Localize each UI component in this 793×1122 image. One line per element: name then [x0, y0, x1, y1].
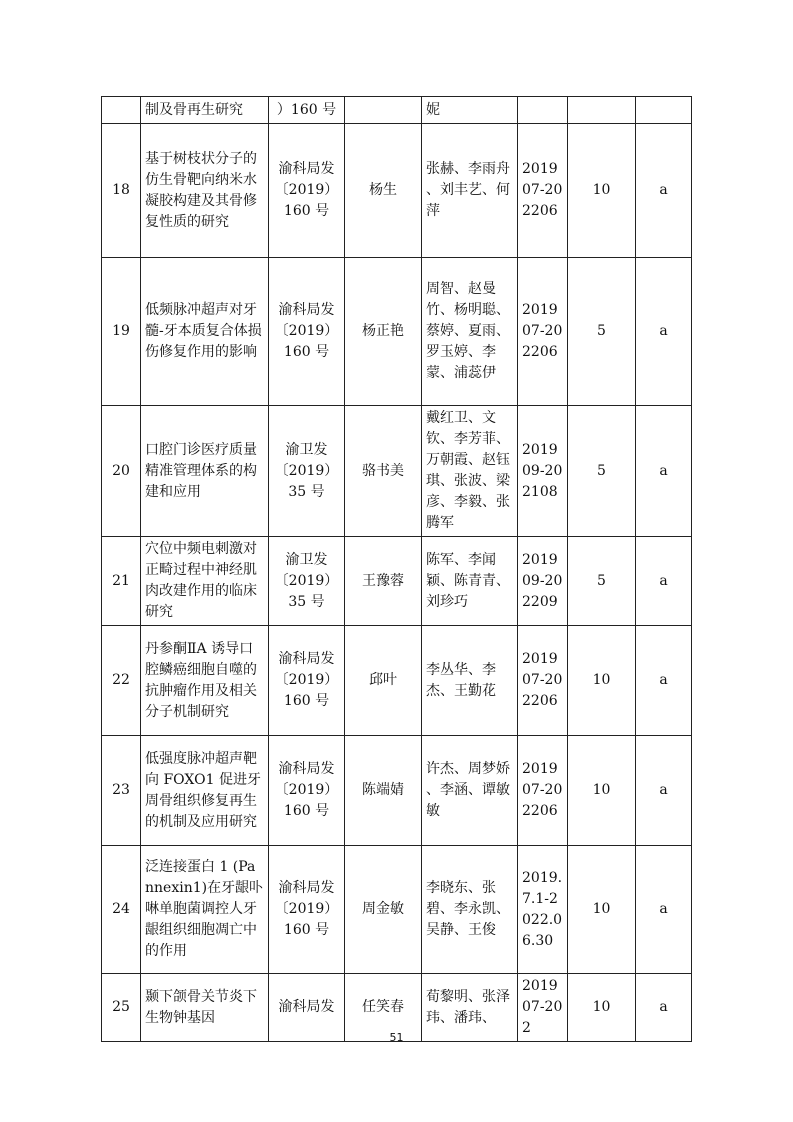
project-leader: 骆书美 [345, 406, 422, 537]
team-members: 李晓东、张碧、李永凯、吴静、王俊 [422, 846, 518, 974]
table-row [102, 626, 692, 736]
project-title: 低强度脉冲超声靶向 FOXO1 促进牙周骨组织修复再生的机制及应用研究 [141, 736, 269, 846]
funding-amount: 5 [568, 406, 636, 537]
project-leader: 杨正艳 [345, 258, 422, 406]
table-row [102, 537, 692, 626]
table-row [102, 406, 692, 537]
project-title: 制及骨再生研究 [141, 97, 269, 124]
row-number: 22 [102, 626, 141, 736]
team-members: 李丛华、李杰、王勤花 [422, 626, 518, 736]
rating [636, 97, 692, 124]
project-period: 201907-202206 [518, 626, 568, 736]
funding-amount: 10 [568, 974, 636, 1042]
table-row [102, 846, 692, 974]
project-period: 201907-202206 [518, 258, 568, 406]
project-title: 丹参酮ⅡA 诱导口腔鳞癌细胞自噬的抗肿瘤作用及相关分子机制研究 [141, 626, 269, 736]
approval-document: ）160 号 [269, 97, 345, 124]
project-leader: 邱叶 [345, 626, 422, 736]
row-number: 23 [102, 736, 141, 846]
rating: a [636, 736, 692, 846]
team-members: 荀黎明、张泽玮、潘玮、 [422, 974, 518, 1042]
project-leader: 陈端婧 [345, 736, 422, 846]
project-title: 低频脉冲超声对牙髓-牙本质复合体损伤修复作用的影响 [141, 258, 269, 406]
project-period: 201909-202209 [518, 537, 568, 626]
row-number: 25 [102, 974, 141, 1042]
project-title: 基于树枝状分子的仿生骨靶向纳米水凝胶构建及其骨修复性质的研究 [141, 124, 269, 258]
rating: a [636, 406, 692, 537]
table-row [102, 97, 692, 124]
table-row [102, 124, 692, 258]
team-members: 妮 [422, 97, 518, 124]
approval-document: 渝科局发〔2019）160 号 [269, 846, 345, 974]
rating: a [636, 124, 692, 258]
team-members: 张赫、李雨舟 、刘丰艺、何萍 [422, 124, 518, 258]
funding-amount: 10 [568, 846, 636, 974]
team-members: 陈军、李闻颖、陈青青、刘珍巧 [422, 537, 518, 626]
project-period: 201907-202206 [518, 124, 568, 258]
project-leader: 任笑春 [345, 974, 422, 1042]
project-leader: 王豫蓉 [345, 537, 422, 626]
page-number: 51 [389, 1031, 404, 1044]
row-number [102, 97, 141, 124]
approval-document: 渝卫发〔2019）35 号 [269, 406, 345, 537]
approval-document: 渝科局发〔2019）160 号 [269, 626, 345, 736]
row-number: 24 [102, 846, 141, 974]
project-period: 201909-202108 [518, 406, 568, 537]
approval-document: 渝科局发〔2019）160 号 [269, 736, 345, 846]
project-leader [345, 97, 422, 124]
funding-amount: 10 [568, 626, 636, 736]
project-period: 2019.7.1-2022.06.30 [518, 846, 568, 974]
team-members: 戴红卫、文钦、李芳菲、万朝霞、赵钰琪、张波、梁彦、李毅、张腾军 [422, 406, 518, 537]
table-row [102, 736, 692, 846]
approval-document: 渝科局发〔2019）160 号 [269, 124, 345, 258]
project-period [518, 97, 568, 124]
funding-amount: 5 [568, 537, 636, 626]
funding-amount: 10 [568, 736, 636, 846]
project-leader: 杨生 [345, 124, 422, 258]
row-number: 21 [102, 537, 141, 626]
approval-document: 渝科局发〔2019）160 号 [269, 258, 345, 406]
approval-document: 渝卫发〔2019）35 号 [269, 537, 345, 626]
project-period: 201907-202206 [518, 736, 568, 846]
funding-amount: 10 [568, 124, 636, 258]
rating: a [636, 974, 692, 1042]
rating: a [636, 846, 692, 974]
rating: a [636, 626, 692, 736]
row-number: 18 [102, 124, 141, 258]
approval-document: 渝科局发 [269, 974, 345, 1042]
team-members: 许杰、周梦娇 、李涵、谭敏敏 [422, 736, 518, 846]
rating: a [636, 537, 692, 626]
rating: a [636, 258, 692, 406]
table-row [102, 258, 692, 406]
project-title: 穴位中频电刺激对正畸过程中神经肌肉改建作用的临床研究 [141, 537, 269, 626]
funding-amount [568, 97, 636, 124]
row-number: 19 [102, 258, 141, 406]
project-table [101, 96, 692, 1042]
project-title: 泛连接蛋白 1 (Pannexin1)在牙龈卟啉单胞菌调控人牙龈组织细胞凋亡中的作用 [141, 846, 269, 974]
project-leader: 周金敏 [345, 846, 422, 974]
team-members: 周智、赵曼竹、杨明聪、蔡婷、夏雨、罗玉婷、李蒙、浦蕊伊 [422, 258, 518, 406]
project-period: 201907-202 [518, 974, 568, 1042]
funding-amount: 5 [568, 258, 636, 406]
project-title: 颞下颌骨关节炎下生物钟基因 [141, 974, 269, 1042]
row-number: 20 [102, 406, 141, 537]
project-title: 口腔门诊医疗质量精准管理体系的构建和应用 [141, 406, 269, 537]
